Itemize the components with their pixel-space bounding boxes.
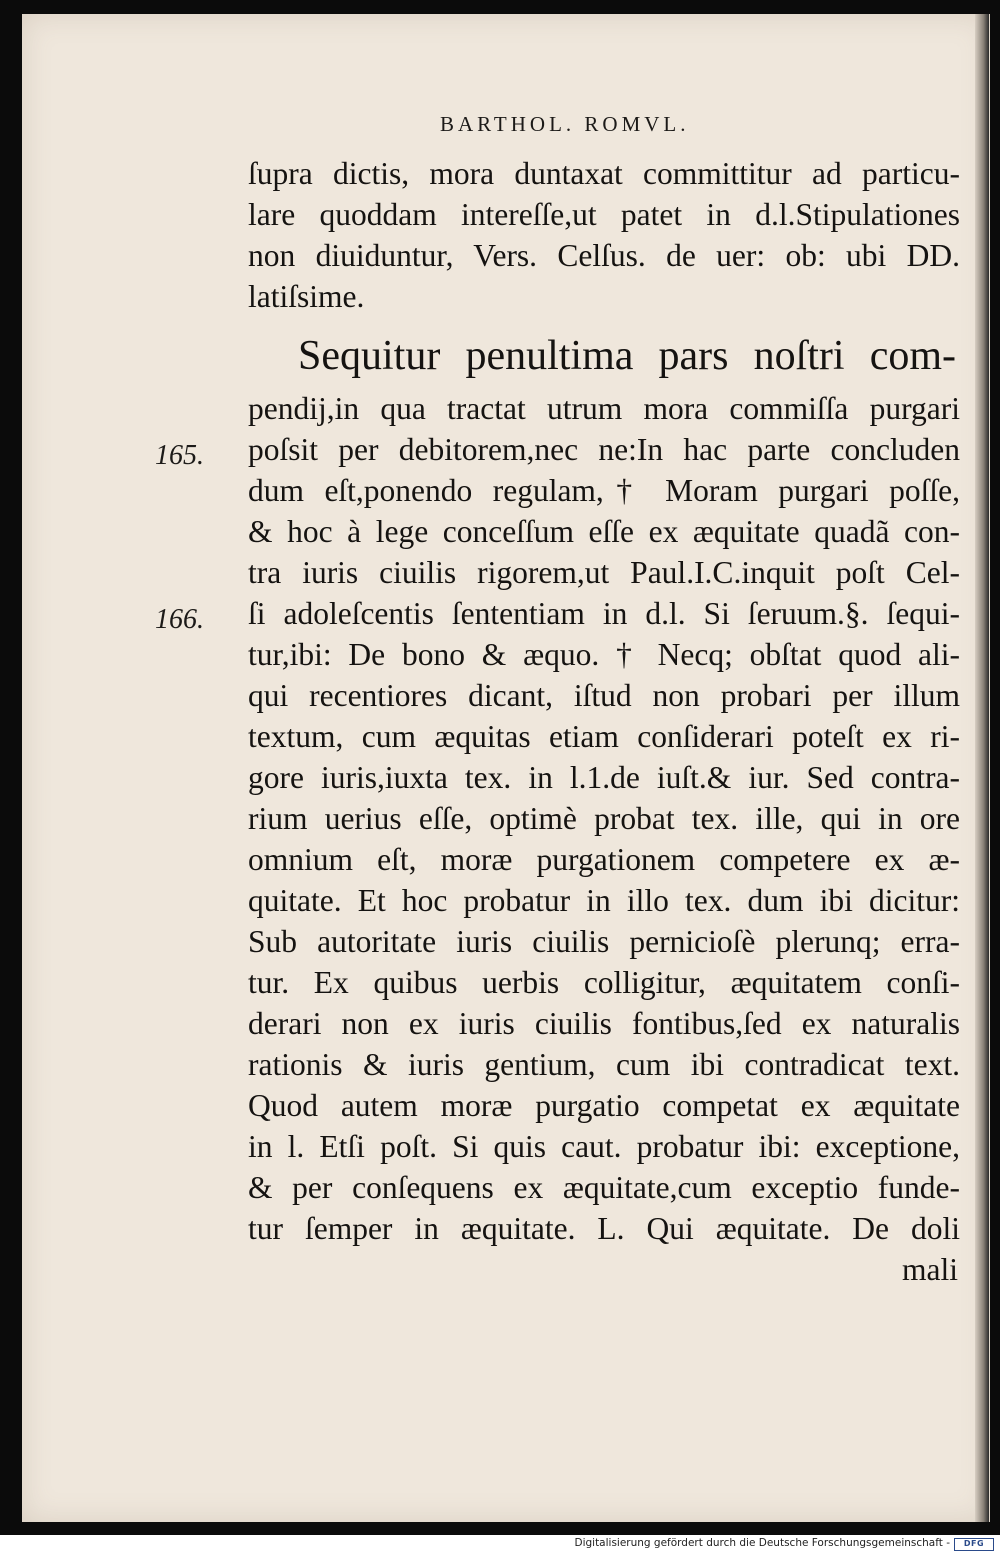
text-line: ſi adoleſcentis ſententiam in d.l. Si ſeruum.§. ſequi- [248, 596, 960, 631]
text-line: latiſsime. [248, 279, 365, 314]
text-line: rium uerius eſſe, optimè probat tex. ille, qui in ore [248, 801, 960, 836]
text-line: qui recentiores dicant, iſtud non probari per illum [248, 678, 960, 713]
text-line: omnium eſt, moræ purgationem competere ex æ- [248, 842, 960, 877]
paragraph-opening-line: Sequitur penultima pars noſtri com- [298, 333, 956, 379]
text-line: gore iuris,iuxta tex. in l.1.de iuſt.& iur. Sed contra- [248, 760, 960, 795]
text-line: lare quoddam intereſſe,ut patet in d.l.Stipulationes [248, 197, 960, 232]
text-line: quitate. Et hoc probatur in illo tex. dum ibi dicitur: [248, 883, 960, 918]
dfg-logo-icon: DFG [954, 1538, 994, 1551]
footer-credit: Digitalisierung gefördert durch die Deutsche Forschungsgemeinschaft - [574, 1537, 950, 1549]
running-head: BARTHOL. ROMVL. [440, 112, 690, 136]
text-line: poſsit per debitorem,nec ne:In hac parte concluden [248, 432, 960, 467]
text-line: textum, cum æquitas etiam conſiderari poteſt ex ri- [248, 719, 960, 754]
text-line: & per conſequens ex æquitate,cum exceptio funde- [248, 1170, 960, 1205]
margin-note-166: 166. [155, 604, 204, 635]
text-line: tur ſemper in æquitate. L. Qui æquitate. De doli [248, 1211, 960, 1246]
text-line: tra iuris ciuilis rigorem,ut Paul.I.C.inquit poſt Cel- [248, 555, 960, 590]
text-line: non diuiduntur, Vers. Celſus. de uer: ob: ubi DD. [248, 238, 960, 273]
text-line: Quod autem moræ purgatio competat ex æquitate [248, 1088, 960, 1123]
text-line: tur,ibi: De bono & æquo. † Necq; obſtat quod ali- [248, 637, 960, 672]
text-line: in l. Etſi poſt. Si quis caut. probatur ibi: exceptione, [248, 1129, 960, 1164]
text-line: ſupra dictis, mora duntaxat committitur ad particu- [248, 156, 960, 191]
text-line: pendij,in qua tractat utrum mora commiſſa purgari [248, 391, 960, 426]
text-line: tur. Ex quibus uerbis colligitur, æquitatem conſi- [248, 965, 960, 1000]
footer-bar [0, 1536, 1000, 1553]
text-line: dum eſt,ponendo regulam,† Moram purgari poſſe, [248, 473, 960, 508]
text-line: Sub autoritate iuris ciuilis pernicioſè plerunq; erra- [248, 924, 960, 959]
text-line: & hoc à lege conceſſum eſſe ex æquitate quadã con- [248, 514, 960, 549]
text-line: rationis & iuris gentium, cum ibi contradicat text. [248, 1047, 960, 1082]
catchword: mali [902, 1252, 958, 1287]
text-line: derari non ex iuris ciuilis fontibus,ſed ex naturalis [248, 1006, 960, 1041]
page-edge [975, 14, 989, 1522]
margin-note-165: 165. [155, 440, 204, 471]
